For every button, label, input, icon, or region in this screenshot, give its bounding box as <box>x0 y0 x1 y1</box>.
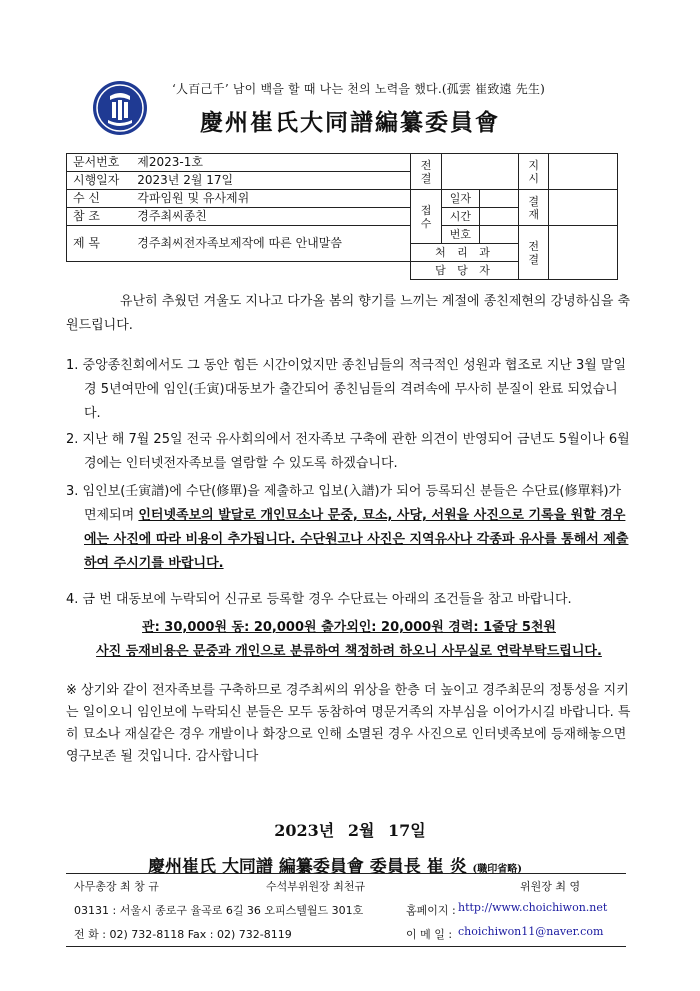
pre-decision-cell <box>442 154 519 190</box>
address: 03131 : 서울시 종로구 율곡로 6길 36 오피스텔월드 301호 <box>74 904 364 917</box>
recipient-label: 수 신 <box>67 190 134 208</box>
homepage-label: 홈페이지 : <box>406 904 456 917</box>
vice-chair: 수석부위원장 최천규 <box>266 880 366 893</box>
doc-no-label: 문서번호 <box>67 154 134 172</box>
secretary-general: 사무총장 최 창 규 <box>74 880 159 893</box>
processing-dept-label: 처 리 과 <box>411 244 519 262</box>
chair: 위원장 최 영 <box>520 880 581 893</box>
full-authority-cell <box>549 226 618 280</box>
issue-date: 2023년 2월 17일 <box>274 821 426 840</box>
approval-cell <box>549 190 618 226</box>
approval-label: 결 재 <box>518 190 548 226</box>
table-bottom-spacer <box>67 262 411 280</box>
photo-fee-notice: 사진 등재비용은 문중과 개인으로 분류하여 책정하려 하오니 사무실로 연락부탁드립니다. <box>96 644 602 659</box>
greeting-paragraph: 유난히 추웠던 겨울도 지나고 다가올 봄의 향기를 느끼는 계절에 종친제현의 강녕하심을 축원드립니다. <box>66 294 631 333</box>
reception-date-label: 일자 <box>442 190 480 208</box>
instruction-cell <box>549 154 618 190</box>
subject-value: 경주최씨전자족보제작에 따른 안내말씀 <box>133 226 410 262</box>
document-info-table <box>66 153 618 280</box>
email-label: 이 메 일 : <box>406 928 453 941</box>
signer-name: 慶州崔氏 大同譜 編纂委員會 委員長 崔 炎 <box>148 857 467 877</box>
seal-note: (職印省略) <box>472 864 522 875</box>
subject-label: 제 목 <box>67 226 134 262</box>
date-value: 2023년 2월 17일 <box>133 172 410 190</box>
item-1-text: 1. 중앙종친회에서도 그 동안 힘든 시간이었지만 종친님들의 적극적인 성원과 협조로 지난 3월 말일경 5년여만에 임인(壬寅)대동보가 출간되어 종친님들의 격려속에 무사히 분질이 완료 되었습니다. <box>66 358 627 421</box>
item-1 <box>66 354 632 426</box>
instruction-label: 지 시 <box>518 154 548 190</box>
motto: ‘人百己千’ 남이 백을 할 때 나는 천의 노력을 했다.(孤雲 崔致遠 先生) <box>172 82 546 96</box>
reference-label: 참 조 <box>67 208 134 226</box>
reference-value: 경주최씨종친 <box>133 208 410 226</box>
reception-time-cell <box>479 208 518 226</box>
item-2-text: 2. 지난 해 7월 25일 전국 유사회의에서 전자족보 구축에 관한 의견이 반영되어 금년도 5월이나 6월경에는 인터넷전자족보를 열람할 수 있도록 하겠습니다. <box>66 432 630 471</box>
item-3-text: 3. 임인보(壬寅譜)에 수단(修單)을 제출하고 입보(入譜)가 되어 등록되신 분들은 수단료(修單料)가 면제되며 <box>66 484 622 523</box>
reception-label: 접 수 <box>411 190 442 244</box>
person-in-charge-label: 담 당 자 <box>411 262 519 280</box>
date-label: 시행일자 <box>67 172 134 190</box>
item-2 <box>66 428 632 476</box>
homepage-link[interactable]: http://www.choichiwon.net <box>458 901 608 914</box>
footer <box>66 873 626 947</box>
doc-no: 제2023-1호 <box>133 154 410 172</box>
society-seal-logo <box>92 80 148 136</box>
email-link[interactable]: choichiwon11@naver.com <box>458 925 604 938</box>
item-3-emphasis: 인터넷족보의 발달로 개인묘소나 문중, 묘소, 사당, 서원을 사진으로 기록을 원할 경우에는 사진에 따라 비용이 추가됩니다. 수단원고나 사진은 지역유사나 각종파 유사를 통해서 제출하여 주시기를 바랍니다. <box>84 508 629 571</box>
phone-fax: 전 화 : 02) 732-8118 Fax : 02) 732-8119 <box>74 928 292 941</box>
reception-no-cell <box>479 226 518 244</box>
closing-note: ※ 상기와 같이 전자족보를 구축하므로 경주최씨의 위상을 한층 더 높이고 경주최문의 정통성을 지키는 일이오니 임인보에 누락되신 분들은 모두 동참하여 명문거족의 자부심을 이어가시길 바랍니다. 특히 묘소나 재실같은 경우 개발이나 화장으로 인해 소멸된 경우 사진으로 인터넷족보에 등재해놓으면 영구보존 될 것입니다. 감사합니다 <box>66 683 631 764</box>
item-4-text: 4. 금 번 대동보에 누락되어 신규로 등록할 경우 수단료는 아래의 조건들을 참고 바랍니다. <box>66 592 572 607</box>
recipient-value: 각파임원 및 유사제위 <box>133 190 410 208</box>
full-authority-label: 전 결 <box>518 226 548 280</box>
organization-title: 慶州崔氏大同譜編纂委員會 <box>200 109 500 136</box>
reception-date-cell <box>479 190 518 208</box>
reception-no-label: 번호 <box>442 226 480 244</box>
item-3 <box>66 480 632 576</box>
fee-schedule: 관: 30,000원 동: 20,000원 출가외인: 20,000원 경력: 1줄당 5천원 <box>142 620 556 635</box>
item-4 <box>66 588 632 612</box>
reception-time-label: 시간 <box>442 208 480 226</box>
pre-decision-label: 전 결 <box>411 154 442 190</box>
